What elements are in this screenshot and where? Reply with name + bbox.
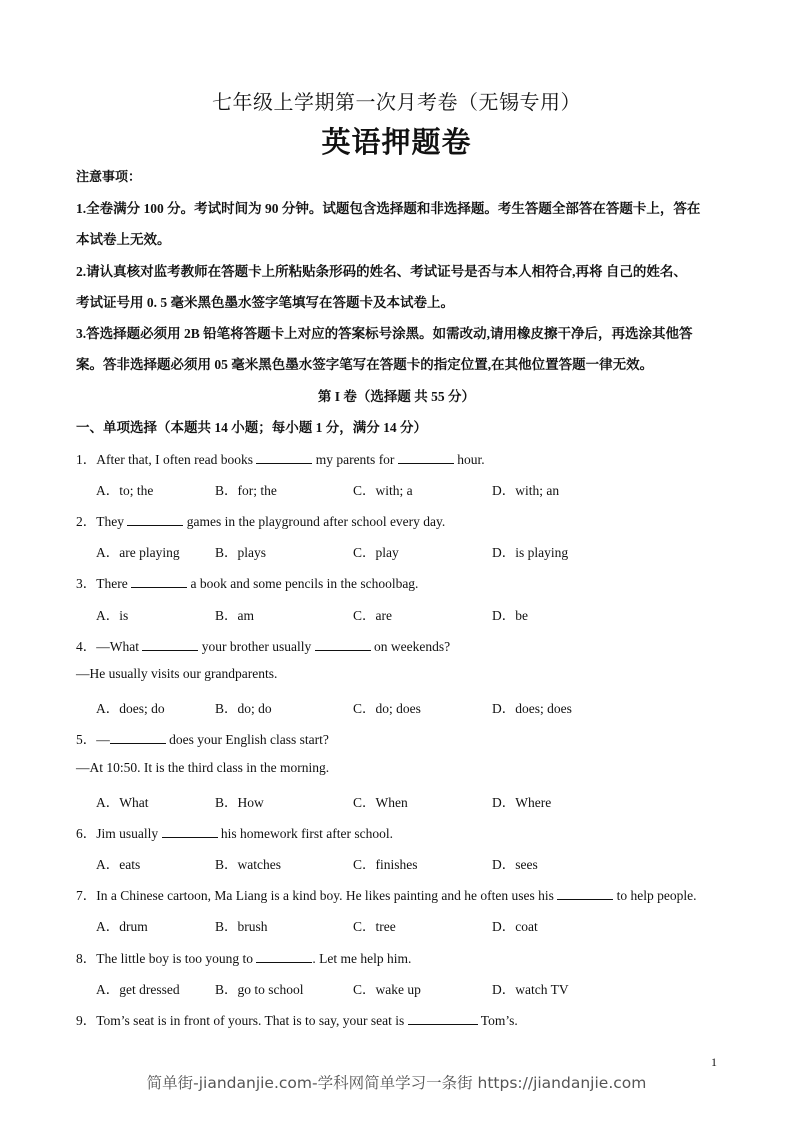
option-c: C．are: [353, 608, 392, 623]
question-1: 1．After that, I often read books my parents for hour.: [76, 452, 485, 467]
option-c: C．play: [353, 545, 399, 560]
option-d: D．coat: [492, 919, 538, 934]
answer-blank: [142, 639, 198, 651]
question-2: 2．They games in the playground after school every day.: [76, 514, 446, 529]
exam-subtitle: 英语押题卷: [321, 125, 472, 159]
option-a: A．eats: [96, 857, 141, 872]
option-a: A．is: [96, 608, 129, 623]
question-8: 8．The little boy is too young to . Let me help him.: [76, 951, 412, 966]
question-3: 3．There a book and some pencils in the schoolbag.: [76, 576, 419, 591]
answer-blank: [162, 826, 218, 838]
notice-line: 2.请认真核对监考教师在答题卡上所粘贴条形码的姓名、考试证号是否与本人相符合,再将 自己的姓名、: [76, 264, 687, 279]
notice-line: 案。答非选择题必须用 05 毫米黑色墨水签字笔写在答题卡的指定位置,在其他位置答题一律无效。: [76, 357, 654, 372]
notice-heading: 注意事项：: [76, 169, 142, 184]
option-b: B．How: [215, 795, 264, 810]
answer-blank: [131, 576, 187, 588]
option-b: B．plays: [215, 545, 267, 560]
question-9: 9．Tom’s seat is in front of yours. That is to say, your seat is Tom’s.: [76, 1013, 518, 1028]
notice-line: 考试证号用 0. 5 毫米黑色墨水签字笔填写在答题卡及本试卷上。: [76, 295, 454, 310]
question-5-reply: —At 10:50. It is the third class in the morning.: [76, 760, 330, 775]
answer-blank: [127, 514, 183, 526]
answer-blank: [110, 732, 166, 744]
option-d: D．be: [492, 608, 528, 623]
option-a: A．get dressed: [96, 982, 180, 997]
option-c: C．When: [353, 795, 408, 810]
option-a: A．drum: [96, 919, 148, 934]
notice-line: 3.答选择题必须用 2B 铅笔将答题卡上对应的答案标号涂黑。如需改动,请用橡皮擦干净后，再选涂其他答: [76, 326, 693, 341]
part-heading: 一、单项选择（本题共 14 小题；每小题 1 分，满分 14 分）: [76, 420, 427, 435]
page-number: 1: [711, 1055, 717, 1069]
answer-blank: [557, 888, 613, 900]
option-c: C．tree: [353, 919, 396, 934]
option-d: D．is playing: [492, 545, 569, 560]
answer-blank: [256, 951, 312, 963]
option-a: A．to; the: [96, 483, 154, 498]
option-b: B．watches: [215, 857, 281, 872]
answer-blank: [408, 1013, 478, 1025]
option-d: D．does; does: [492, 701, 572, 716]
option-b: B．go to school: [215, 982, 304, 997]
option-b: B．am: [215, 608, 254, 623]
option-b: B．for; the: [215, 483, 277, 498]
option-d: D．with; an: [492, 483, 560, 498]
option-a: A．are playing: [96, 545, 180, 560]
question-4-reply: —He usually visits our grandparents.: [76, 666, 278, 681]
option-d: D．sees: [492, 857, 538, 872]
watermark-link[interactable]: 简单街-jiandanjie.com-学科网简单学习一条街 https://jiandanjie.com: [146, 1074, 647, 1092]
option-b: B．do; do: [215, 701, 272, 716]
answer-blank: [398, 452, 454, 464]
question-4: 4．—What your brother usually on weekends?: [76, 639, 451, 654]
option-d: D．watch TV: [492, 982, 569, 997]
option-b: B．brush: [215, 919, 268, 934]
answer-blank: [315, 639, 371, 651]
question-7: 7．In a Chinese cartoon, Ma Liang is a kind boy. He likes painting and he often uses his to help people.: [76, 888, 697, 903]
option-c: C．finishes: [353, 857, 418, 872]
question-5: 5．— does your English class start?: [76, 732, 329, 747]
notice-line: 1.全卷满分 100 分。考试时间为 90 分钟。试题包含选择题和非选择题。考生答题全部答在答题卡上，答在: [76, 201, 701, 216]
section-title: 第 I 卷（选择题 共 55 分）: [317, 389, 476, 404]
exam-title: 七年级上学期第一次月考卷（无锡专用）: [212, 92, 581, 114]
option-c: C．with; a: [353, 483, 413, 498]
option-a: A．What: [96, 795, 149, 810]
question-6: 6．Jim usually his homework first after school.: [76, 826, 393, 841]
option-a: A．does; do: [96, 701, 165, 716]
notice-line: 本试卷上无效。: [76, 232, 171, 247]
option-c: C．do; does: [353, 701, 421, 716]
option-d: D．Where: [492, 795, 552, 810]
answer-blank: [256, 452, 312, 464]
option-c: C．wake up: [353, 982, 421, 997]
